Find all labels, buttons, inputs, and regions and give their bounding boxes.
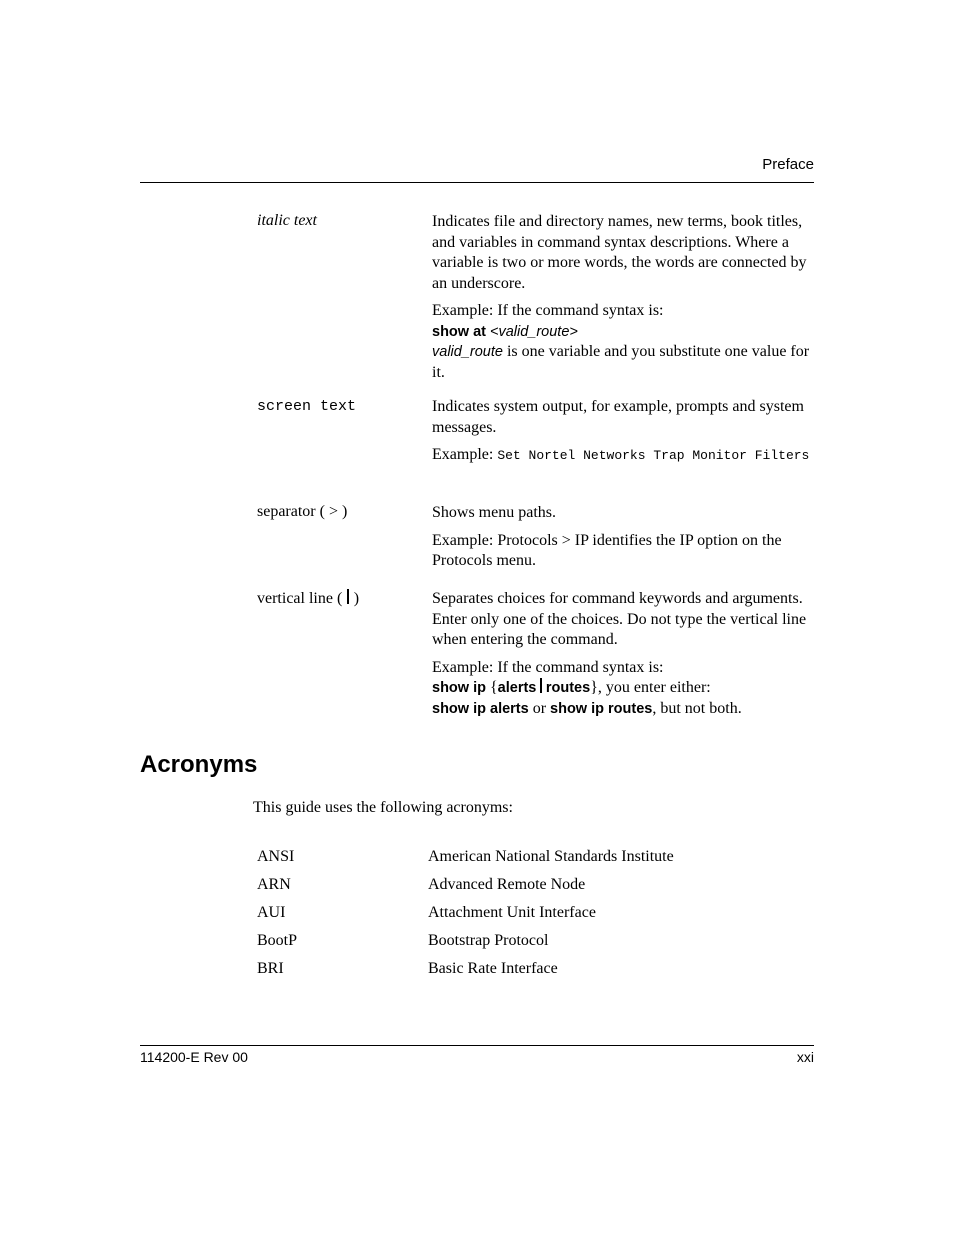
not-both: , but not both. — [652, 699, 742, 717]
convention-desc-italic — [432, 212, 814, 383]
acronym-expansion: American National Standards Institute — [428, 848, 674, 865]
description: Indicates system output, for example, prompts and system messages. — [432, 398, 804, 436]
command-variable: <valid_route> — [489, 323, 578, 340]
page-number: xxi — [796, 1049, 814, 1065]
example — [432, 445, 814, 467]
vertical-line-glyph — [540, 678, 542, 693]
convention-term-vertical-line — [257, 589, 359, 608]
acronym-expansion: Advanced Remote Node — [428, 876, 586, 893]
header-rule — [140, 182, 814, 183]
convention-term-separator: separator ( > ) — [257, 503, 348, 520]
option-routes: routes — [545, 680, 591, 696]
example: Example: Protocols > IP identifies the IP option on the Protocols menu. — [432, 531, 782, 569]
description: Shows menu paths. — [432, 504, 556, 521]
running-header: Preface — [762, 156, 814, 173]
section-intro: This guide uses the following acronyms: — [253, 799, 513, 816]
acronym-expansion: Basic Rate Interface — [428, 960, 558, 977]
example-command — [432, 322, 814, 343]
example-explanation — [432, 342, 814, 383]
convention-desc-separator — [432, 503, 814, 572]
acronym-expansion: Attachment Unit Interface — [428, 904, 596, 921]
example-intro: Example: If the command syntax is: — [432, 302, 664, 319]
term-suffix: ) — [349, 590, 360, 607]
alternative-2: show ip routes — [550, 700, 653, 717]
acronym-expansion: Bootstrap Protocol — [428, 932, 549, 949]
variable-name: valid_route — [432, 344, 503, 360]
command-keyword: show ip — [432, 680, 486, 696]
vertical-line-glyph — [347, 589, 349, 604]
alternative-1: show ip alerts — [432, 700, 529, 717]
convention-term-screen: screen text — [257, 398, 357, 415]
acronym-abbr: AUI — [257, 904, 286, 921]
convention-desc-screen — [432, 397, 814, 467]
example-intro: Example: If the command syntax is: — [432, 658, 664, 676]
acronym-abbr: BRI — [257, 960, 284, 977]
enter-either: , you enter either: — [597, 679, 711, 696]
brace-open: { — [485, 679, 498, 696]
term-prefix: vertical line ( — [257, 590, 347, 607]
or-text: or — [528, 699, 551, 717]
description: Indicates file and directory names, new terms, book titles, and variables in command syntax descriptions. Where a variable is two or more words, the words are connected by an underscore. — [432, 213, 807, 292]
example-syntax — [432, 678, 814, 699]
convention-desc-vertical-line — [432, 589, 814, 719]
command-keyword: show at — [432, 323, 486, 340]
description: Separates choices for command keywords and arguments. Enter only one of the choices. Do not type the vertical line when entering the command. — [432, 590, 807, 648]
footer-rule — [140, 1045, 814, 1046]
acronym-abbr: ARN — [257, 876, 291, 893]
document-id: 114200-E Rev 00 — [140, 1049, 248, 1065]
acronym-abbr: ANSI — [257, 848, 295, 865]
example-alternatives — [432, 699, 814, 720]
convention-term-italic: italic text — [257, 212, 317, 229]
example-tail: is one variable and you substitute one value for it. — [432, 343, 810, 381]
acronym-abbr: BootP — [257, 932, 298, 949]
section-title: Acronyms — [140, 751, 258, 778]
brace-close: } — [590, 679, 598, 696]
option-alerts: alerts — [497, 680, 537, 696]
example-label: Example: — [432, 446, 498, 463]
screen-example: Set Nortel Networks Trap Monitor Filters — [497, 448, 810, 463]
